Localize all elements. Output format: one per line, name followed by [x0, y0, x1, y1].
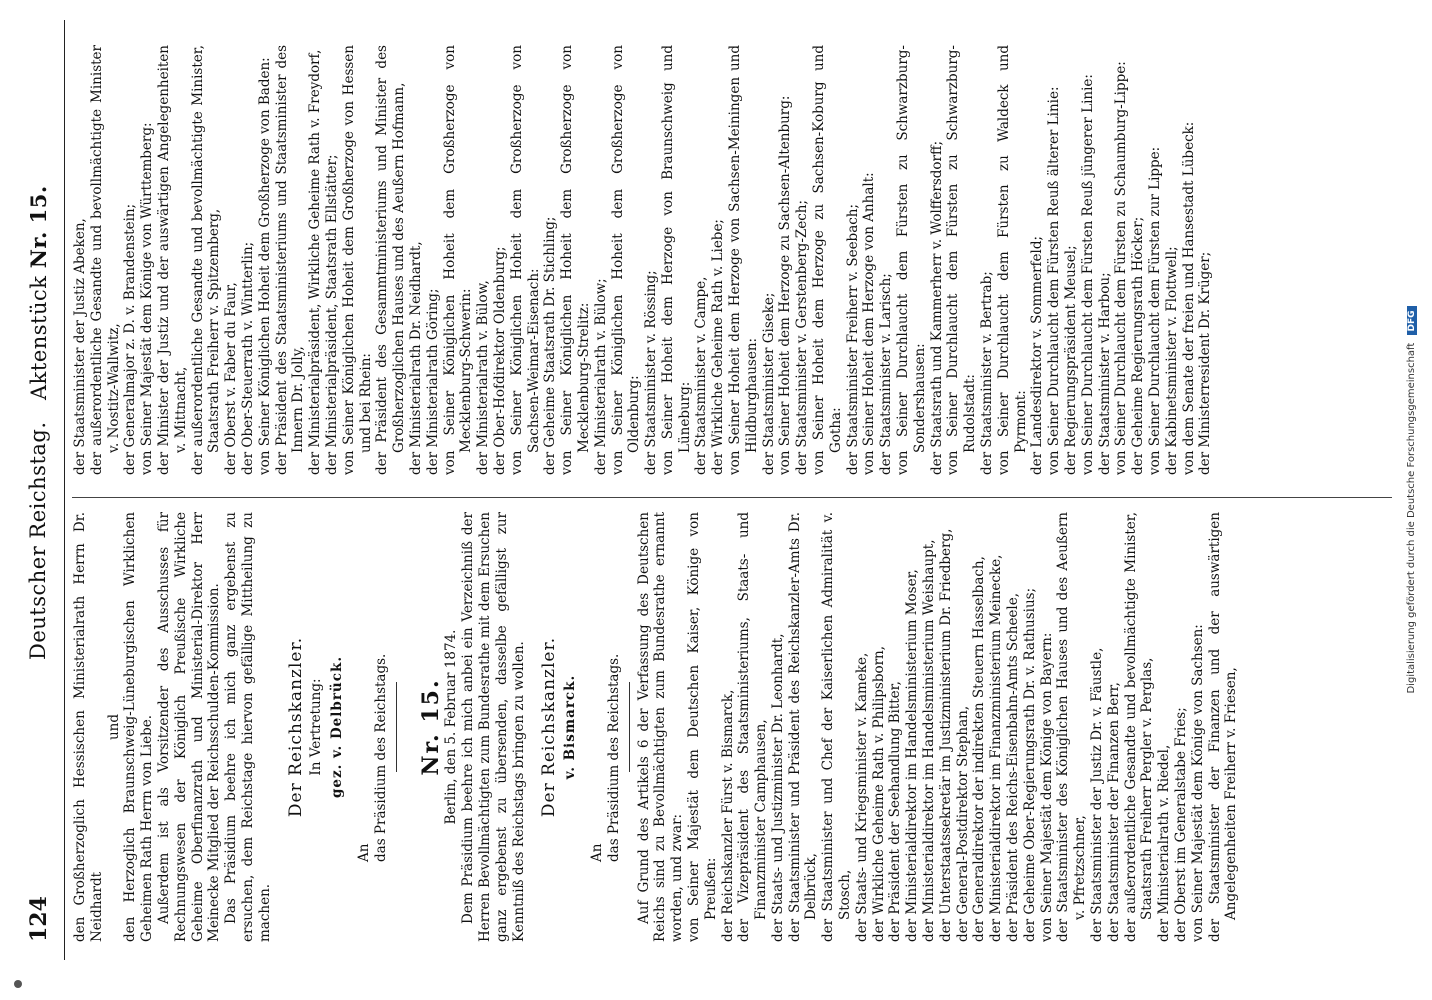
intro-line: Außerdem ist als Vorsitzender des Ausschusses für Rechnungswesen der Königlich Preußische Wirkliche Geheime Oberfinanzrath und Ministerial-Direktor Herr Meinecke Mitglied der Reichsschulden-Kommission. — [155, 512, 223, 942]
member-entry: der Ministerialrath v. Bülow, — [475, 280, 492, 475]
member-entry: der Präsident des Staatsministeriums und Staatsminister des Innern Dr. Jolly, — [273, 45, 307, 475]
member-entry: der Staatsminister Giseke; — [760, 292, 777, 475]
member-entry: der Staatsminister der Finanzen Berr, — [1105, 682, 1122, 942]
member-entry: der Ministerresident Dr. Krüger; — [1197, 251, 1214, 475]
page-number: 124 — [26, 896, 52, 942]
member-entry: von Seiner Hoheit dem Herzoge zu Sachsen-Koburg und Gotha: — [811, 45, 844, 475]
signature-name — [329, 512, 346, 942]
member-entry: der Geheime Regierungsrath Höcker; — [1130, 216, 1147, 475]
credit-text: Digitalisierung gefördert durch die Deutsche Forschungsgemeinschaft — [1406, 342, 1417, 694]
member-entry: der Ministerialpräsident, Wirkliche Geheime Rath v. Freydorf, — [307, 49, 324, 475]
member-entry: der außerordentliche Gesandte und bevollmächtigte Minister, Staatsrath Freiherr Pergler v. Perglas, — [1122, 512, 1156, 942]
signature-deputy: In Vertretung: — [308, 678, 325, 776]
member-entry: der Staatsminister v. Bertrab; — [979, 271, 996, 475]
member-entry: der Unterstaatssekretär im Justizministerium Dr. Friedberg, — [937, 528, 954, 942]
intro-line: Das Präsidium beehre ich mich ganz ergebenst zu ersuchen, dem Reichstage hiervon gefällige Mittheilung zu machen. — [223, 512, 273, 942]
member-entry: der Staatsminister v. Rössing; — [643, 270, 660, 475]
member-entry: der Kabinetsminister v. Flottwell; — [1163, 246, 1180, 475]
running-title-right-prefix: Aktenstück — [27, 275, 51, 400]
address-prefix: An — [588, 843, 605, 862]
member-entry: der Ministerialdirektor im Finanzministerium Meinecke, — [988, 554, 1005, 942]
left-column — [72, 512, 1240, 942]
member-entry: der Staatsminister der Justiz Abeken, — [72, 218, 88, 475]
address-recipient: das Präsidium des Reichstags. — [605, 653, 622, 862]
member-entry: von Seiner Majestät dem Könige von Württemberg: — [139, 122, 156, 475]
member-entry: der Staatsrath und Kammerherr v. Wolffersdorff; — [928, 140, 945, 475]
member-entry: der Staats- und Kriegsminister v. Kameke, — [853, 652, 870, 942]
member-entry: der Generalmajor z. D. v. Brandenstein; — [122, 203, 139, 475]
member-entry: der außerordentliche Gesandte und bevollmächtigte Minister, Staatsrath Freiherr v. Spitzemberg, — [189, 45, 223, 475]
scan-dot — [14, 980, 22, 988]
member-entry: der Geheime Staatsrath Dr. Stichling; — [542, 216, 559, 475]
member-entry: der Wirkliche Geheime Rath v. Liebe; — [710, 219, 727, 475]
member-list-left — [686, 512, 1240, 942]
member-entry: der Landesdirektor v. Sommerfeld; — [1029, 235, 1046, 475]
member-entry: der Ministerialdirektor im Handelsministerium Weishaupt, — [921, 539, 938, 942]
member-entry: der Oberst im Generalstabe Fries; — [1173, 707, 1190, 942]
member-entry: der Ministerialpräsident, Staatsrath Ellstätter; — [323, 154, 340, 475]
member-entry: der Reichskanzler Fürst v. Bismarck, — [719, 689, 736, 942]
member-entry: der Ober-Hofdirektor Oldenburg; — [491, 246, 508, 475]
member-entry: der Präsident des Reichs-Eisenbahn-Amts Scheele, — [1005, 592, 1022, 942]
member-entry: von Seiner Durchlaucht dem Fürsten zur Lippe: — [1147, 146, 1163, 475]
signature-title: Der Reichskanzler. — [285, 636, 306, 818]
running-title-left: Deutscher Reichstag. — [26, 421, 50, 660]
digitization-credit — [1406, 0, 1426, 1000]
member-entry: der Ministerialrath v. Bülow; — [592, 278, 609, 475]
column-divider — [72, 497, 1392, 498]
signature-name — [562, 512, 579, 942]
member-entry: der Vizepräsident des Staatsministeriums, Staats- und Finanzminister Camphausen, — [736, 512, 770, 942]
member-entry: der außerordentliche Gesandte und bevollmächtigte Minister v. Nostitz-Wallwitz, — [88, 45, 122, 475]
member-entry: von Seiner Durchlaucht dem Fürsten Reuß jüngerer Linie: — [1079, 74, 1096, 475]
member-entry: von Seiner Königlichen Hoheit dem Großherzoge von Baden: — [256, 57, 273, 475]
member-entry: von Seiner Hoheit dem Herzoge zu Sachsen-Altenburg: — [777, 95, 794, 475]
member-entry: von Seiner Königlichen Hoheit dem Großherzoge von Hessen und bei Rhein: — [340, 45, 374, 475]
intro-line: den Großherzoglich Hessischen Ministerialrath Herrn Dr. Neidhardt — [72, 512, 105, 942]
member-entry: der Ministerialrath Göring; — [424, 288, 441, 475]
member-entry: der Geheime Ober-Regierungsrath Dr. v. Rathusius; — [1021, 587, 1038, 942]
address-recipient: das Präsidium des Reichstags. — [372, 653, 389, 862]
member-entry: von Seiner Durchlaucht dem Fürsten zu Waldeck und Pyrmont: — [995, 45, 1029, 475]
member-entry: von Seiner Majestät dem Könige von Bayern: — [1038, 632, 1055, 942]
member-entry: der Präsident des Gesammtministeriums und Minister des Großherzoglichen Hauses und des Aeußern Hofmann, — [374, 45, 408, 475]
member-entry: der Wirkliche Geheime Rath v. Philipsborn, — [870, 645, 887, 942]
member-entry: der Ministerialrath Dr. Neidhardt, — [407, 241, 424, 475]
member-entry: der Staatsminister v. Harbou; — [1096, 272, 1113, 475]
intro-line: den Herzoglich Braunschweig-Lüneburgischen Wirklichen Geheimen Rath Herrn von Liebe. — [122, 512, 156, 942]
member-entry: der Staatsminister v. Campe, — [693, 276, 710, 475]
member-entry: der Ober-Steuerrath v. Wintterlin; — [239, 241, 256, 475]
member-entry: der Staatsminister Freiherr v. Seebach; — [844, 203, 861, 475]
address-block — [356, 512, 390, 942]
signature-name-text: v. Bismarck. — [562, 674, 579, 780]
member-entry: der Staatsminister der Justiz Dr. v. Fäustle, — [1089, 647, 1106, 942]
member-entry: der Oberst v. Faber du Faur, — [223, 282, 240, 475]
member-entry: von Seiner Hoheit dem Herzoge von Braunschweig und Lüneburg: — [659, 45, 693, 475]
member-entry: der Präsident der Seehandlung Bitter, — [887, 681, 904, 942]
page-header — [20, 20, 65, 960]
member-entry: der Regierungspräsident Meusel; — [1063, 245, 1080, 475]
member-entry: der Staatsminister und Chef der Kaiserlichen Admiralität v. Stosch, — [820, 512, 854, 942]
member-entry: von Seiner Königlichen Hoheit dem Großherzoge von Oldenburg: — [609, 45, 643, 475]
member-entry: von Seiner Königlichen Hoheit dem Großherzoge von Mecklenburg-Strelitz: — [559, 45, 592, 475]
member-entry: der Staatsminister v. Larisch; — [878, 273, 895, 475]
member-entry: von Seiner Hoheit dem Herzoge von Sachsen-Meiningen und Hildburghausen: — [727, 45, 760, 475]
running-title-right-number: Nr. 15. — [26, 185, 51, 269]
address-block — [589, 512, 623, 942]
letter-body: Dem Präsidium beehre ich mich anbei ein Verzeichniß der Herren Bevollmächtigten zum Bundesrathe mit dem Ersuchen ganz ergebenst zu übersenden, dasselbe gefälligst zur Kenntniß des Reichstags bringen zu wollen. — [460, 512, 527, 942]
member-entry: der Ministerialrath v. Riedel, — [1156, 744, 1173, 942]
list-intro: Auf Grund des Artikels 6 der Verfassung des Deutschen Reichs sind zu Bevollmächtigten zum Bundesrathe ernannt worden, und zwar: — [635, 512, 686, 942]
member-entry: von Seiner Königlichen Hoheit dem Großherzoge von Sachsen-Weimar-Eisenach: — [508, 45, 542, 475]
section-rule — [396, 682, 397, 772]
member-entry: der Staatsminister und Präsident des Reichskanzler-Amts Dr. Delbrück, — [786, 512, 820, 942]
member-entry: von Seiner Majestät dem Könige von Sachsen: — [1189, 624, 1206, 942]
member-entry: der Staatsminister des Königlichen Hauses und des Aeußern v. Pfretzschner, — [1055, 512, 1089, 942]
dfg-logo: DFG — [1407, 306, 1417, 335]
member-entry: von Seiner Königlichen Hoheit dem Großherzoge von Mecklenburg-Schwerin: — [441, 45, 475, 475]
member-entry: der Staatsminister v. Gerstenberg-Zech; — [794, 199, 811, 475]
member-entry: der Staatsminister der Finanzen und der auswärtigen Angelegenheiten Freiherr v. Friesen, — [1206, 512, 1240, 942]
member-entry: der Generaldirektor der indirekten Steuern Hasselbach, — [971, 556, 988, 942]
member-entry: der Ministerialdirektor im Handelsministerium Moser, — [904, 569, 921, 942]
address-prefix: An — [355, 843, 372, 862]
signature-name-text: gez. v. Delbrück. — [329, 655, 346, 799]
running-title-right — [26, 185, 51, 400]
member-entry: von Seiner Hoheit dem Herzoge von Anhalt: — [861, 172, 878, 475]
signature-title: Der Reichskanzler. — [539, 636, 560, 818]
member-entry: der Minister der Justiz und der auswärtigen Angelegenheiten v. Mittnacht, — [155, 45, 189, 475]
member-entry: von Seiner Durchlaucht dem Fürsten Reuß älterer Linie: — [1046, 86, 1063, 475]
member-entry: von Seiner Durchlaucht dem Fürsten zu Schwarzburg-Rudolstadt: — [945, 45, 979, 475]
dateline: Berlin, den 5. Februar 1874. — [443, 629, 460, 825]
intro-line: und — [105, 713, 122, 741]
member-entry: der Staats- und Justizminister Dr. Leonhardt, — [769, 633, 786, 942]
member-entry: von Seiner Durchlaucht dem Fürsten zu Schaumburg-Lippe: — [1113, 61, 1130, 475]
section-title: Nr. 15. — [417, 678, 444, 776]
section-rule — [629, 682, 630, 772]
right-column — [72, 45, 1214, 475]
member-entry: von dem Senate der freien und Hansestadt Lübeck: — [1180, 121, 1197, 475]
member-entry: von Seiner Majestät dem Deutschen Kaiser, Könige von Preußen: — [685, 512, 719, 942]
member-entry: der General-Postdirektor Stephan, — [954, 705, 971, 942]
member-entry: von Seiner Durchlaucht dem Fürsten zu Schwarzburg-Sondershausen: — [895, 45, 928, 475]
member-list-right — [72, 45, 1214, 475]
